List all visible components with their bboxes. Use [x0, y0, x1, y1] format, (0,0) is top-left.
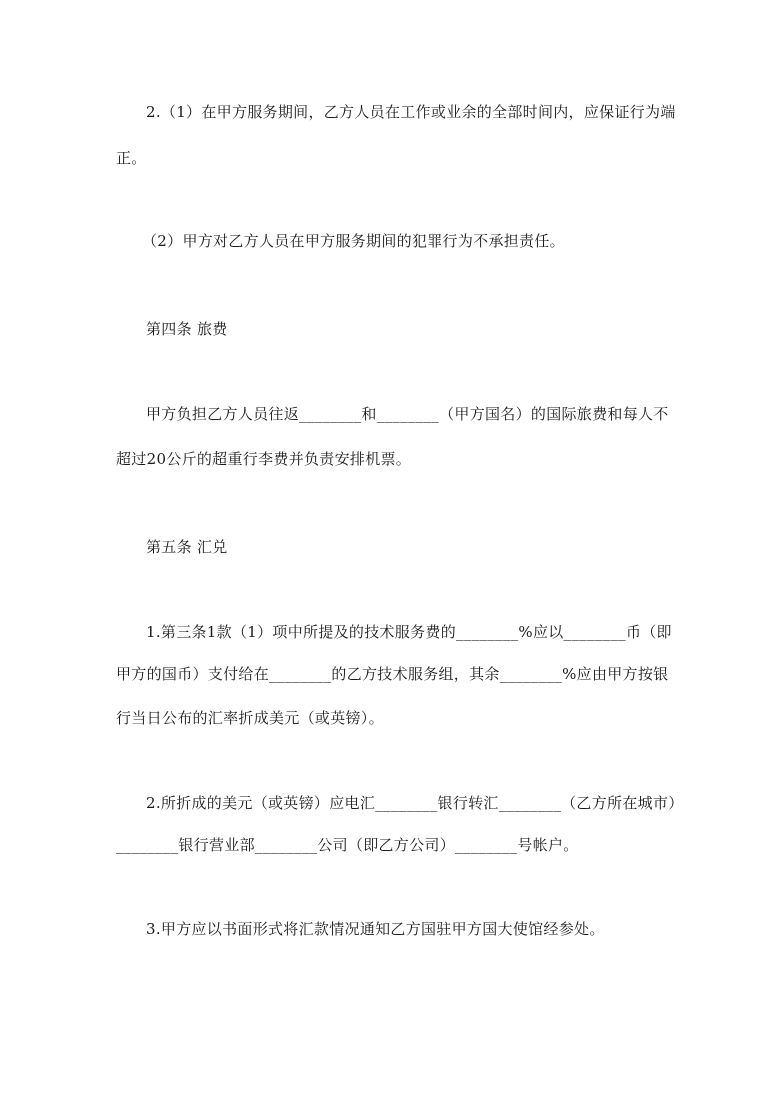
article-5-para-1-line-2: 甲方的国币）支付给在________的乙方技术服务组，其余________%应由甲方按银 [116, 665, 669, 683]
clause-3-para-2-line-2: 正。 [116, 149, 147, 167]
clause-3-para-2-sub-2: （2）甲方对乙方人员在甲方服务期间的犯罪行为不承担责任。 [142, 232, 565, 250]
article-5-para-2-line-1: 2.所折成的美元（或英镑）应电汇________银行转汇________（乙方所在城市） [146, 794, 684, 812]
article-5-para-1-line-3: 行当日公布的汇率折成美元（或英镑）。 [116, 709, 384, 727]
article-5-para-2-line-2: ________银行营业部________公司（即乙方公司）________号帐户。 [116, 836, 579, 854]
clause-3-para-2-line-1: 2.（1）在甲方服务期间，乙方人员在工作或业余的全部时间内，应保证行为端 [146, 103, 676, 121]
article-4-line-1: 甲方负担乙方人员往返________和________（甲方国名）的国际旅费和每人不 [146, 405, 669, 423]
article-4-heading: 第四条 旅费 [146, 320, 228, 338]
article-5-para-3: 3.甲方应以书面形式将汇款情况通知乙方国驻甲方国大使馆经参处。 [146, 920, 605, 938]
article-5-para-1-line-1: 1.第三条1款（1）项中所提及的技术服务费的________%应以________币（即 [146, 623, 672, 641]
article-4-line-2: 超过20公斤的超重行李费并负责安排机票。 [116, 450, 412, 468]
article-5-heading: 第五条 汇兑 [146, 538, 228, 556]
